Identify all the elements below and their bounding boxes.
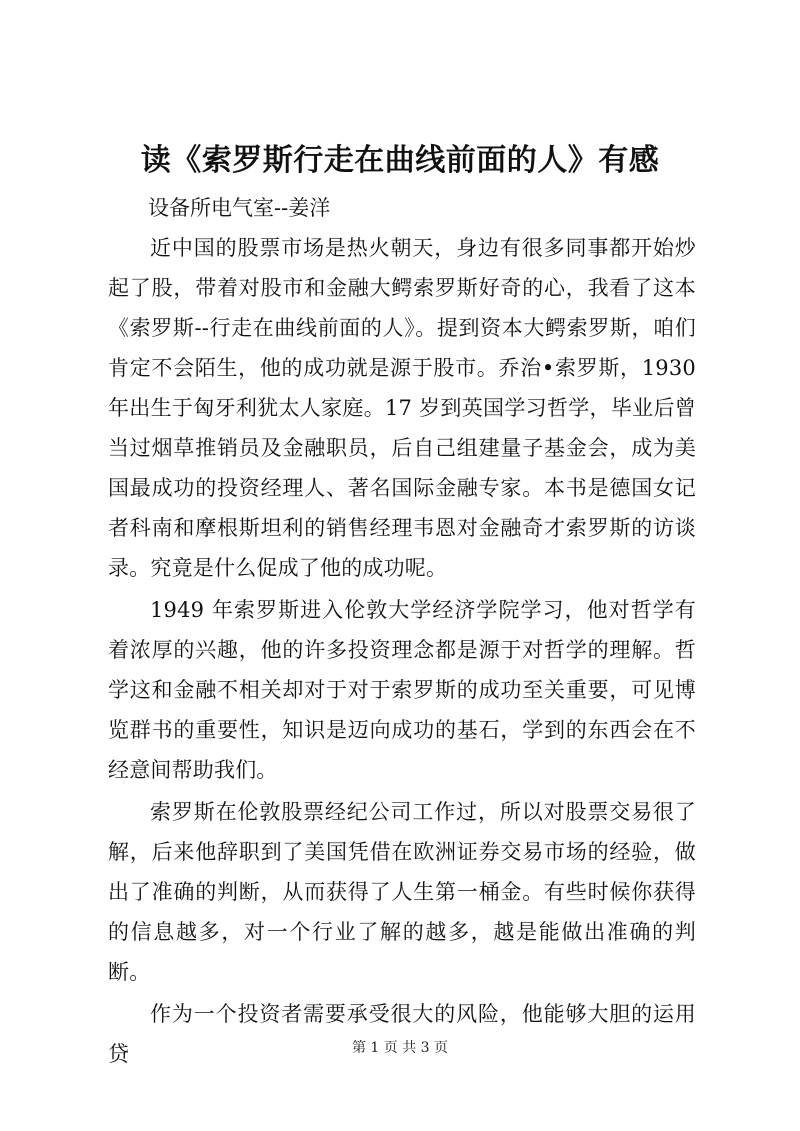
paragraph: 索罗斯在伦敦股票经纪公司工作过，所以对股票交易很了解，后来他辞职到了美国凭借在欧洲证券交易市场的经验，做出了准确的判断，从而获得了人生第一桶金。有些时候你获得的信息越多，对一个行业了解的越多，越是能做出准确的判断。 — [108, 800, 696, 984]
document-title: 读《索罗斯行走在曲线前面的人》有感 — [140, 143, 660, 178]
paragraph: 1949 年索罗斯进入伦敦大学经济学院学习，他对哲学有着浓厚的兴趣，他的许多投资理念都是源于对哲学的理解。哲学这和金融不相关却对于对于索罗斯的成功至关重要，可见博览群书的重要性，知识是迈向成功的基石，学到的东西会在不经意间帮助我们。 — [108, 598, 696, 782]
paragraph: 作为一个投资者需要承受很大的风险，他能够大胆的运用贷 — [108, 1002, 696, 1066]
document-body — [108, 228, 696, 1076]
author-line: 设备所电气室--姜洋 — [148, 196, 331, 220]
paragraph: 近中国的股票市场是热火朝天，身边有很多同事都开始炒起了股，带着对股市和金融大鳄索罗斯好奇的心，我看了这本《索罗斯--行走在曲线前面的人》。提到资本大鳄索罗斯，咱们肯定不会陌生，他的成功就是源于股市。乔治•索罗斯，1930 年出生于匈牙利犹太人家庭。17 岁到英国学习哲学，毕业后曾当过烟草推销员及金融职员，后自己组建量子基金会，成为美国最成功的投资经理人、著名国际金融专家。本书是德国女记者科南和摩根斯坦利的销售经理韦恩对金融奇才索罗斯的访谈录。究竟是什么促成了他的成功呢。 — [108, 236, 696, 580]
page-number-footer: 第 1 页 共 3 页 — [351, 1040, 449, 1056]
